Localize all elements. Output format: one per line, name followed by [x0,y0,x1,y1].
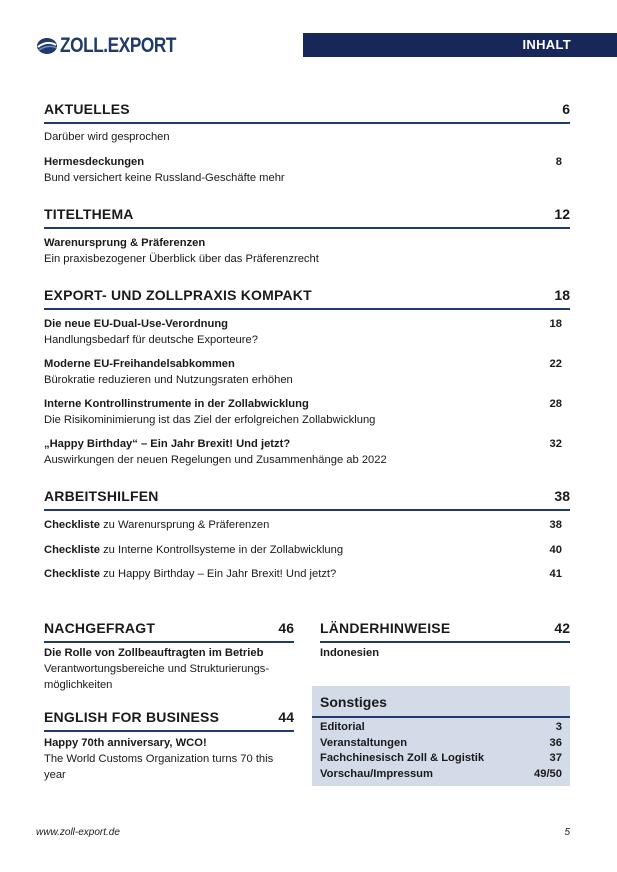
checklist-topic: zu Warenursprung & Präferenzen [99,519,270,531]
zoll-export-logo [36,34,202,58]
section-title: AKTUELLES [44,101,130,117]
section-page: 6 [562,101,570,117]
item-page: 41 [549,568,562,580]
list-item [44,356,562,388]
section-title: TITELTHEMA [44,206,134,222]
checklist-topic: zu Interne Kontrollsysteme in der Zollabwicklung [99,544,344,556]
item-title: Moderne EU-Freihandelsabkommen [44,358,235,370]
section-title: ENGLISH FOR BUSINESS [44,709,220,725]
item-page: 32 [549,438,562,450]
section-heading-titelthema [44,206,570,229]
section-heading-laender [320,620,570,643]
checklist-label: Checkliste [44,519,100,531]
footer-page-number: 5 [564,827,570,838]
sonstiges-page: 3 [555,721,562,733]
item-subtitle-cont: year [44,769,66,781]
item-page: 22 [549,358,562,370]
section-header-bar [303,33,617,57]
item-subtitle: Bund versichert keine Russland-Geschäfte mehr [44,172,285,184]
item-title: Die Rolle von Zollbeauftragten im Betrieb [44,647,264,659]
sonstiges-page: 36 [549,736,562,749]
item-title: Hermesdeckungen [44,156,145,168]
section-title: NACHGEFRAGT [44,620,156,636]
section-page: 18 [554,287,570,303]
item-page: 8 [555,156,562,168]
sonstiges-list [320,720,562,782]
checklist-item [44,542,562,558]
list-item [320,645,570,661]
logo-swoosh-icon [36,36,58,56]
list-item [44,235,562,267]
section-title: EXPORT- UND ZOLLPRAXIS KOMPAKT [44,287,312,303]
item-subtitle: Verantwortungsbereiche und Strukturierungs- [44,663,270,675]
item-title: Warenursprung & Präferenzen [44,237,206,249]
checklist-label: Checkliste [44,568,100,580]
sonstiges-label: Fachchinesisch Zoll & Logistik [320,752,485,765]
section-heading-aktuelles [44,101,570,124]
sonstiges-divider [312,716,570,718]
list-item [44,129,562,145]
section-heading-nachgefragt [44,620,294,643]
section-label: INHALT [522,37,571,52]
list-item [44,154,562,186]
checklist-label: Checkliste [44,544,100,556]
logo-text: ZOLL.EXPORT [60,34,177,57]
item-title: Indonesien [320,647,380,659]
sonstiges-item [320,767,562,783]
item-title: Happy 70th anniversary, WCO! [44,737,207,749]
item-subtitle: Handlungsbedarf für deutsche Exporteure? [44,334,258,346]
checklist-item [44,517,562,533]
sonstiges-item [320,736,562,752]
item-page: 40 [549,544,562,556]
section-page: 38 [554,488,570,504]
section-title: ARBEITSHILFEN [44,488,159,504]
list-item [44,735,294,783]
sonstiges-item [320,720,562,736]
sonstiges-label: Veranstaltungen [320,736,408,749]
item-title: Interne Kontrollinstrumente in der Zollabwicklung [44,398,309,410]
section-page: 42 [554,620,570,636]
sonstiges-item [320,751,562,767]
item-page: 18 [549,318,562,330]
section-page: 46 [278,620,294,636]
sonstiges-label: Editorial [320,721,365,733]
item-subtitle: Ein praxisbezogener Überblick über das Präferenzrecht [44,253,319,265]
footer-url[interactable]: www.zoll-export.de [36,827,120,838]
item-title: Die neue EU-Dual-Use-Verordnung [44,318,228,330]
sonstiges-label: Vorschau/Impressum [320,767,433,780]
item-subtitle: Bürokratie reduzieren und Nutzungsraten erhöhen [44,374,293,386]
item-page: 38 [549,519,562,531]
item-subtitle: Die Risikominimierung ist das Ziel der erfolgreichen Zollabwicklung [44,414,376,426]
list-item [44,396,562,428]
sonstiges-title: Sonstiges [320,694,387,710]
section-heading-english [44,709,294,732]
list-item [44,316,562,348]
section-title: LÄNDERHINWEISE [320,620,451,636]
sonstiges-page: 49/50 [534,767,562,780]
item-subtitle: Darüber wird gesprochen [44,131,170,143]
list-item [44,436,562,468]
section-heading-praxis [44,287,570,310]
sonstiges-box [312,686,570,786]
checklist-item [44,566,562,582]
section-page: 44 [278,709,294,725]
item-page: 28 [549,398,562,410]
item-subtitle: Auswirkungen der neuen Regelungen und Zusammenhänge ab 2022 [44,454,387,466]
checklist-topic: zu Happy Birthday – Ein Jahr Brexit! Und jetzt? [99,568,337,580]
item-title: „Happy Birthday“ – Ein Jahr Brexit! Und jetzt? [44,438,291,450]
item-subtitle-cont: möglichkeiten [44,679,113,691]
section-page: 12 [554,206,570,222]
section-heading-arbeitshilfen [44,488,570,511]
item-subtitle: The World Customs Organization turns 70 this [44,753,274,765]
list-item [44,645,294,693]
sonstiges-page: 37 [549,752,562,765]
